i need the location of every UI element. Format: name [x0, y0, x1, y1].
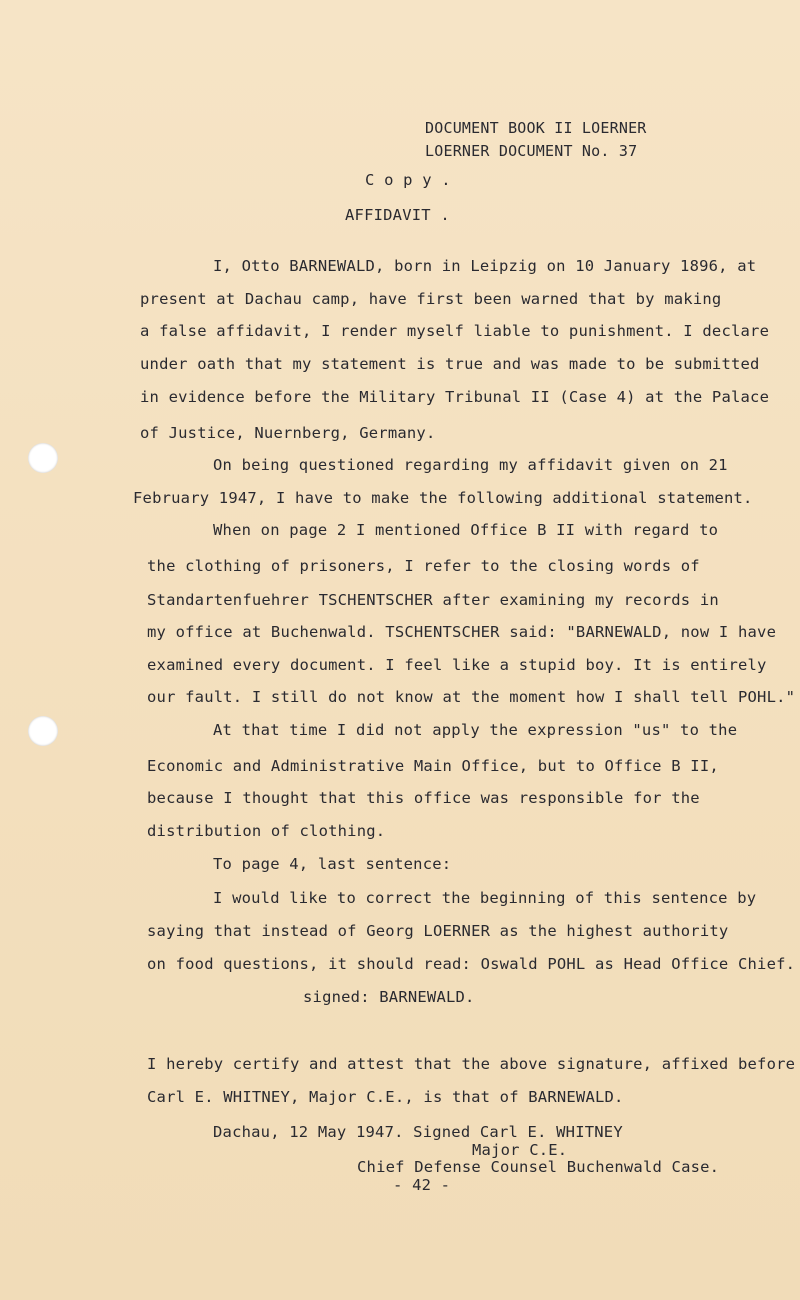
body-line: examined every document. I feel like a stupid boy. It is entirely	[147, 656, 767, 674]
certification-place-date: Dachau, 12 May 1947. Signed Carl E. WHITNEY	[213, 1123, 623, 1141]
copy-label: C o p y .	[365, 171, 451, 189]
body-line: of Justice, Nuernberg, Germany.	[140, 424, 436, 442]
body-line: a false affidavit, I render myself liable to punishment. I declare	[140, 322, 770, 340]
body-line: the clothing of prisoners, I refer to the closing words of	[147, 557, 700, 575]
header-document-book: DOCUMENT BOOK II LOERNER	[425, 119, 647, 137]
body-line: because I thought that this office was responsible for the	[147, 789, 700, 807]
body-line: When on page 2 I mentioned Office B II with regard to	[213, 521, 719, 539]
body-line: Economic and Administrative Main Office, but to Office B II,	[147, 757, 719, 775]
body-line: On being questioned regarding my affidavit given on 21	[213, 456, 728, 474]
body-line: To page 4, last sentence:	[213, 855, 452, 873]
affidavit-title: AFFIDAVIT .	[345, 206, 450, 224]
signature-line: signed: BARNEWALD.	[303, 988, 475, 1006]
punch-hole	[28, 716, 58, 746]
certification-title: Chief Defense Counsel Buchenwald Case.	[357, 1158, 720, 1176]
body-line: saying that instead of Georg LOERNER as the highest authority	[147, 922, 729, 940]
body-line: I, Otto BARNEWALD, born in Leipzig on 10 January 1896, at	[213, 257, 757, 275]
body-line: At that time I did not apply the expression "us" to the	[213, 721, 738, 739]
certification-rank: Major C.E.	[472, 1141, 568, 1159]
body-line: on food questions, it should read: Oswald POHL as Head Office Chief.	[147, 955, 796, 973]
body-line: in evidence before the Military Tribunal II (Case 4) at the Palace	[140, 388, 770, 406]
body-line: my office at Buchenwald. TSCHENTSCHER said: "BARNEWALD, now I have	[147, 623, 777, 641]
body-line: I would like to correct the beginning of this sentence by	[213, 889, 757, 907]
body-line: our fault. I still do not know at the moment how I shall tell POHL."	[147, 688, 796, 706]
certification-line: I hereby certify and attest that the above signature, affixed before	[147, 1055, 796, 1073]
page-number: - 42 -	[393, 1176, 451, 1194]
body-line: distribution of clothing.	[147, 822, 386, 840]
body-line: February 1947, I have to make the following additional statement.	[133, 489, 753, 507]
certification-line: Carl E. WHITNEY, Major C.E., is that of BARNEWALD.	[147, 1088, 624, 1106]
punch-hole	[28, 443, 58, 473]
header-document-number: LOERNER DOCUMENT No. 37	[425, 142, 638, 160]
body-line: under oath that my statement is true and was made to be submitted	[140, 355, 760, 373]
body-line: Standartenfuehrer TSCHENTSCHER after examining my records in	[147, 591, 719, 609]
body-line: present at Dachau camp, have first been warned that by making	[140, 290, 722, 308]
